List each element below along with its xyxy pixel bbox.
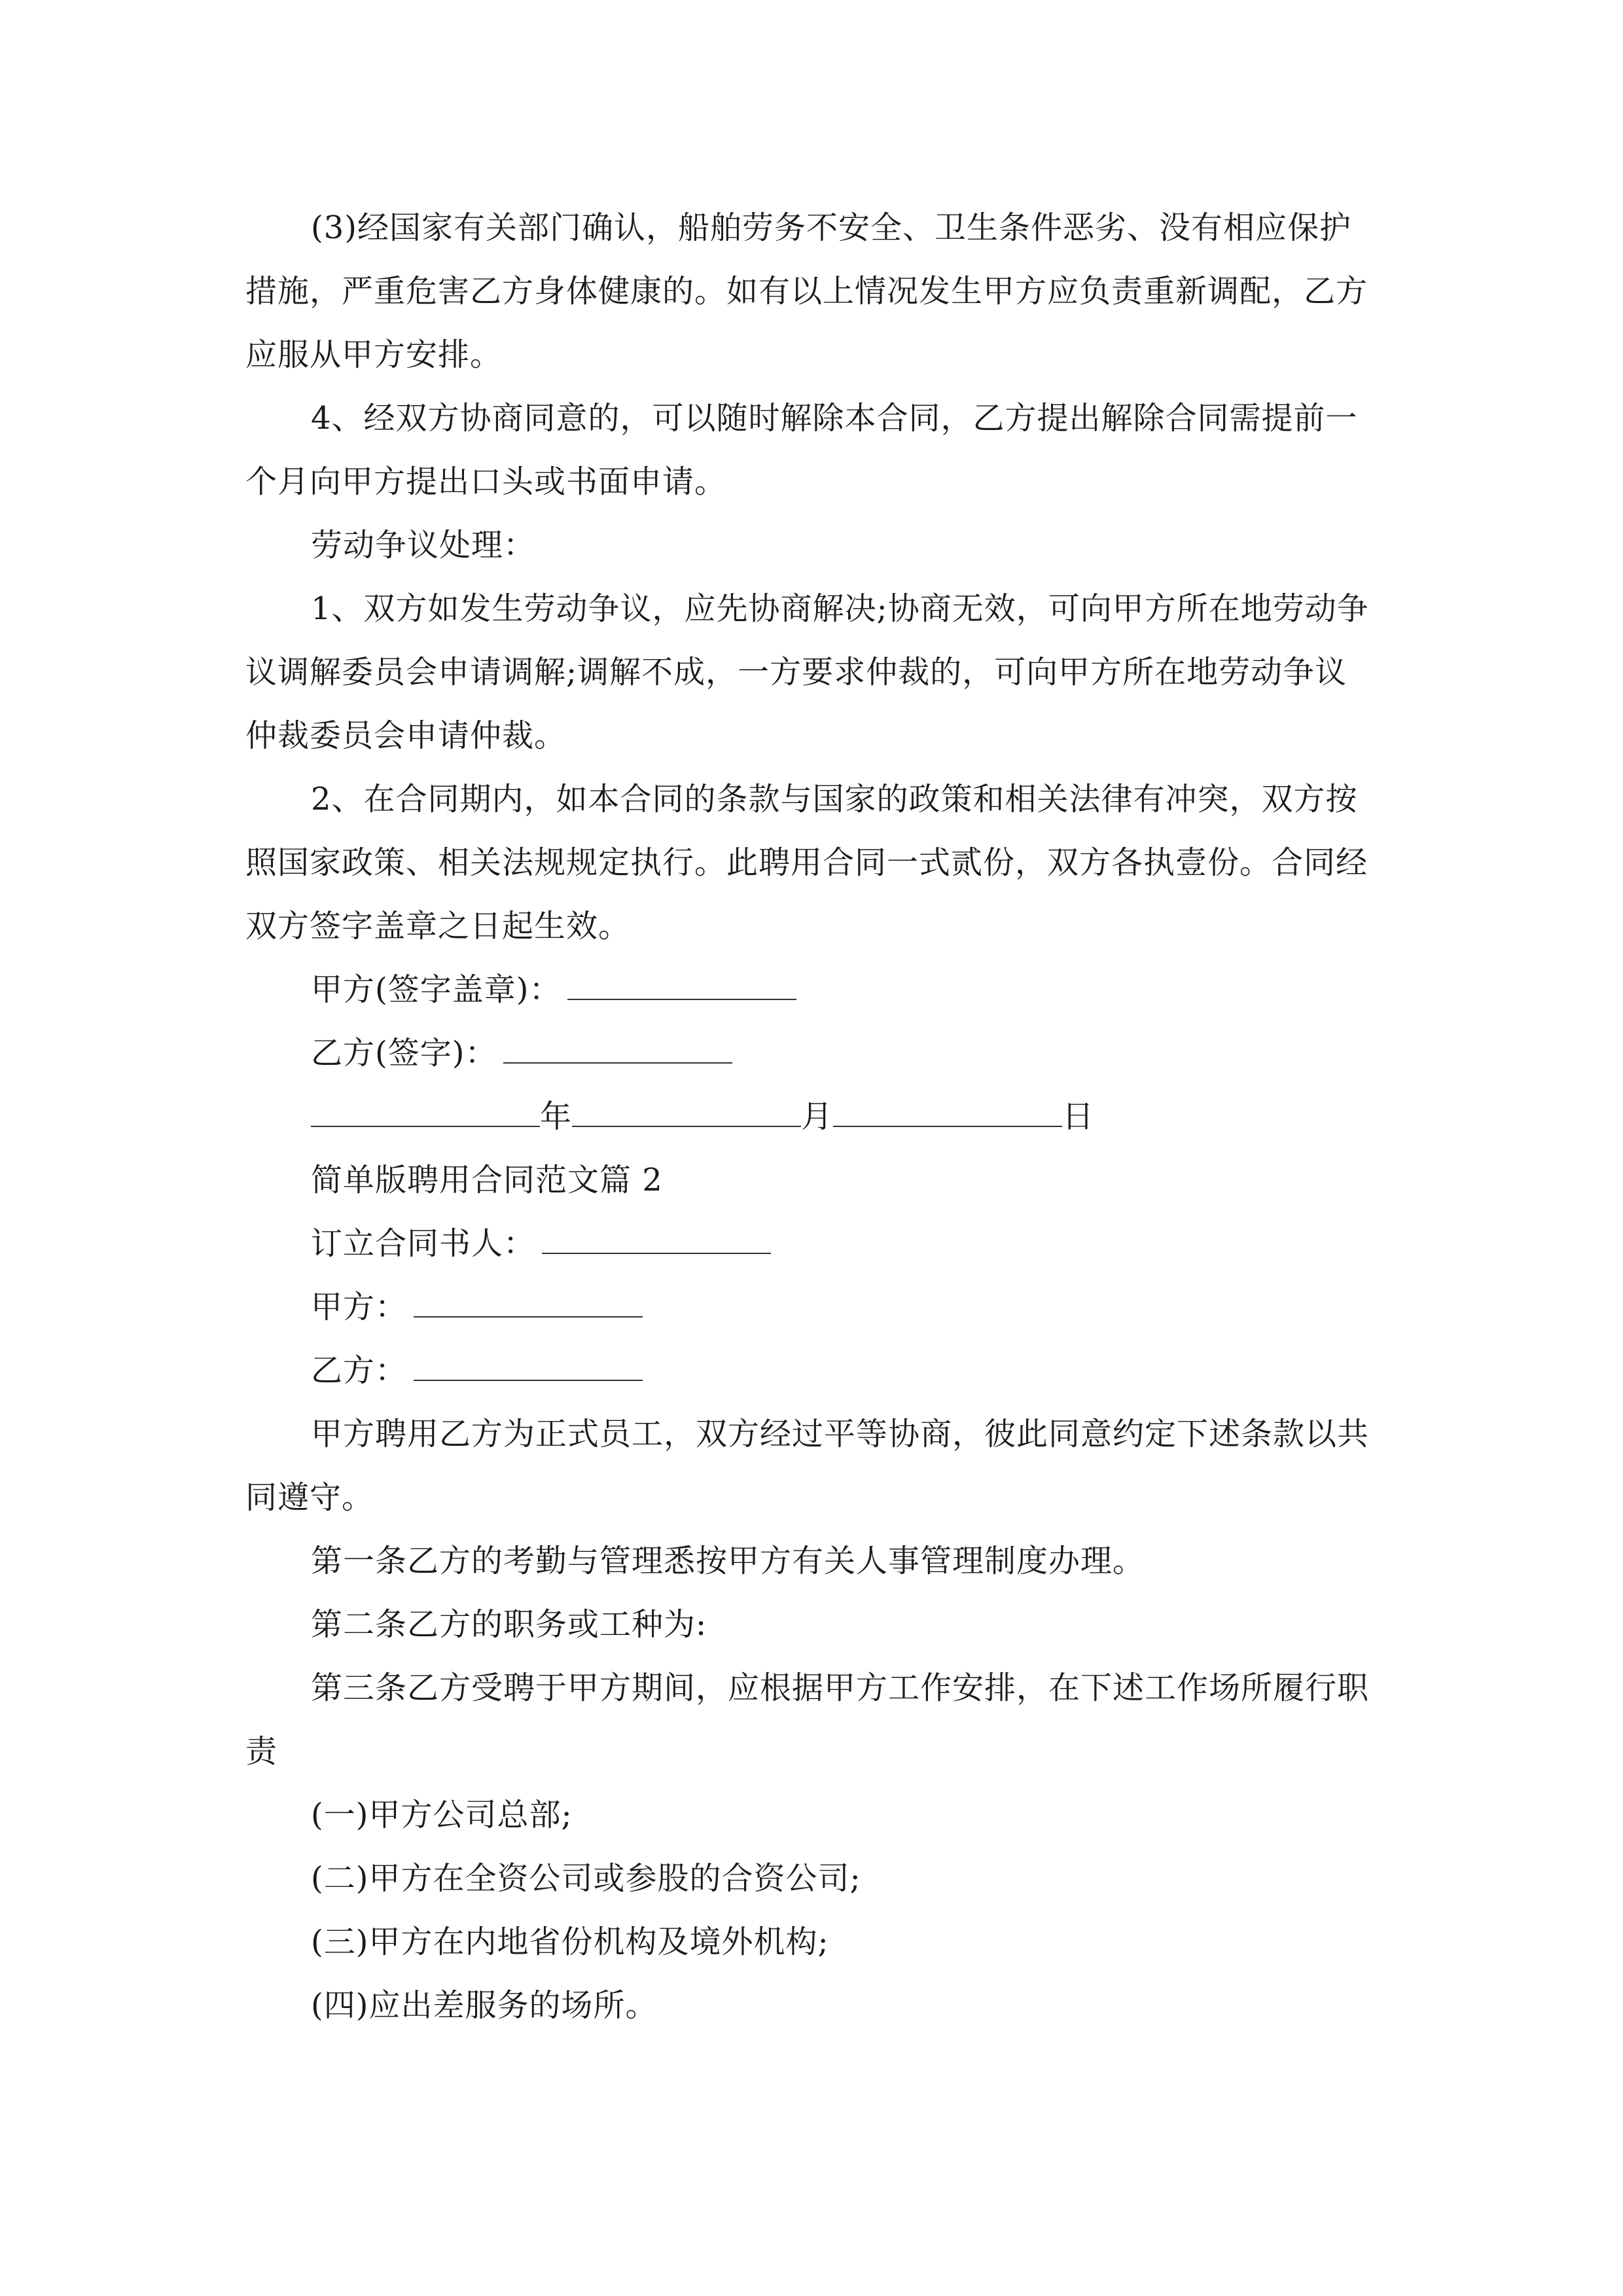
list-item-3: (三)甲方在内地省份机构及境外机构; [311,1924,829,1960]
signature-party-a-label: 甲方(签字盖章)： [311,971,562,1008]
paragraph-dispute-2: 2、在合同期内，如本合同的条款与国家的政策和相关法律有冲突，双方按照国家政策、相关法规规定执行。此聘用合同一式贰份，双方各执壹份。合同经双方签字盖章之日起生效。 [245,781,1368,944]
signature-party-a [245,958,1378,1022]
party-b-line [245,1339,1378,1403]
list-item-4: (四)应出差服务的场所。 [311,1987,658,2024]
party-a-label: 甲方： [311,1289,408,1325]
contract-signer-label: 订立合同书人： [311,1225,536,1262]
month-label: 月 [801,1098,834,1135]
signature-party-b [245,1022,1378,1085]
document-page [245,196,1378,2037]
contract-signer-blank [542,1227,771,1254]
paragraph-clause-3: (3)经国家有关部门确认，船舶劳务不安全、卫生条件恶劣、没有相应保护措施，严重危害乙方身体健康的。如有以上情况发生甲方应负责重新调配，乙方应服从甲方安排。 [245,209,1368,373]
contract-signer [245,1212,1378,1276]
signature-party-b-label: 乙方(签字)： [311,1035,497,1071]
month-blank [572,1100,801,1127]
article-3: 第三条乙方受聘于甲方期间，应根据甲方工作安排，在下述工作场所履行职责 [245,1670,1370,1770]
article-1: 第一条乙方的考勤与管理悉按甲方有关人事管理制度办理。 [311,1543,1145,1579]
section-heading-dispute: 劳动争议处理： [311,527,536,564]
signature-party-b-blank [503,1036,732,1064]
list-item-1: (一)甲方公司总部; [311,1797,573,1833]
party-a-blank [414,1290,643,1318]
paragraph-clause-4: 4、经双方协商同意的，可以随时解除本合同，乙方提出解除合同需提前一个月向甲方提出口头或书面申请。 [245,400,1358,500]
paragraph-dispute-1: 1、双方如发生劳动争议，应先协商解决;协商无效，可向甲方所在地劳动争议调解委员会申请调解;调解不成，一方要求仲裁的，可向甲方所在地劳动争议仲裁委员会申请仲裁。 [245,590,1369,754]
party-a-line [245,1276,1378,1339]
party-b-blank [414,1354,643,1381]
section-title-2: 简单版聘用合同范文篇 2 [311,1162,663,1198]
year-label: 年 [540,1098,573,1135]
day-blank [833,1100,1062,1127]
party-b-label: 乙方： [311,1352,408,1389]
article-2: 第二条乙方的职务或工种为: [311,1606,707,1643]
year-blank [311,1100,540,1127]
date-line [245,1085,1378,1149]
list-item-2: (二)甲方在全资公司或参股的合资公司; [311,1860,861,1897]
signature-party-a-blank [567,973,796,1000]
day-label: 日 [1062,1098,1095,1135]
paragraph-employment: 甲方聘用乙方为正式员工，双方经过平等协商，彼此同意约定下述条款以共同遵守。 [245,1416,1370,1516]
